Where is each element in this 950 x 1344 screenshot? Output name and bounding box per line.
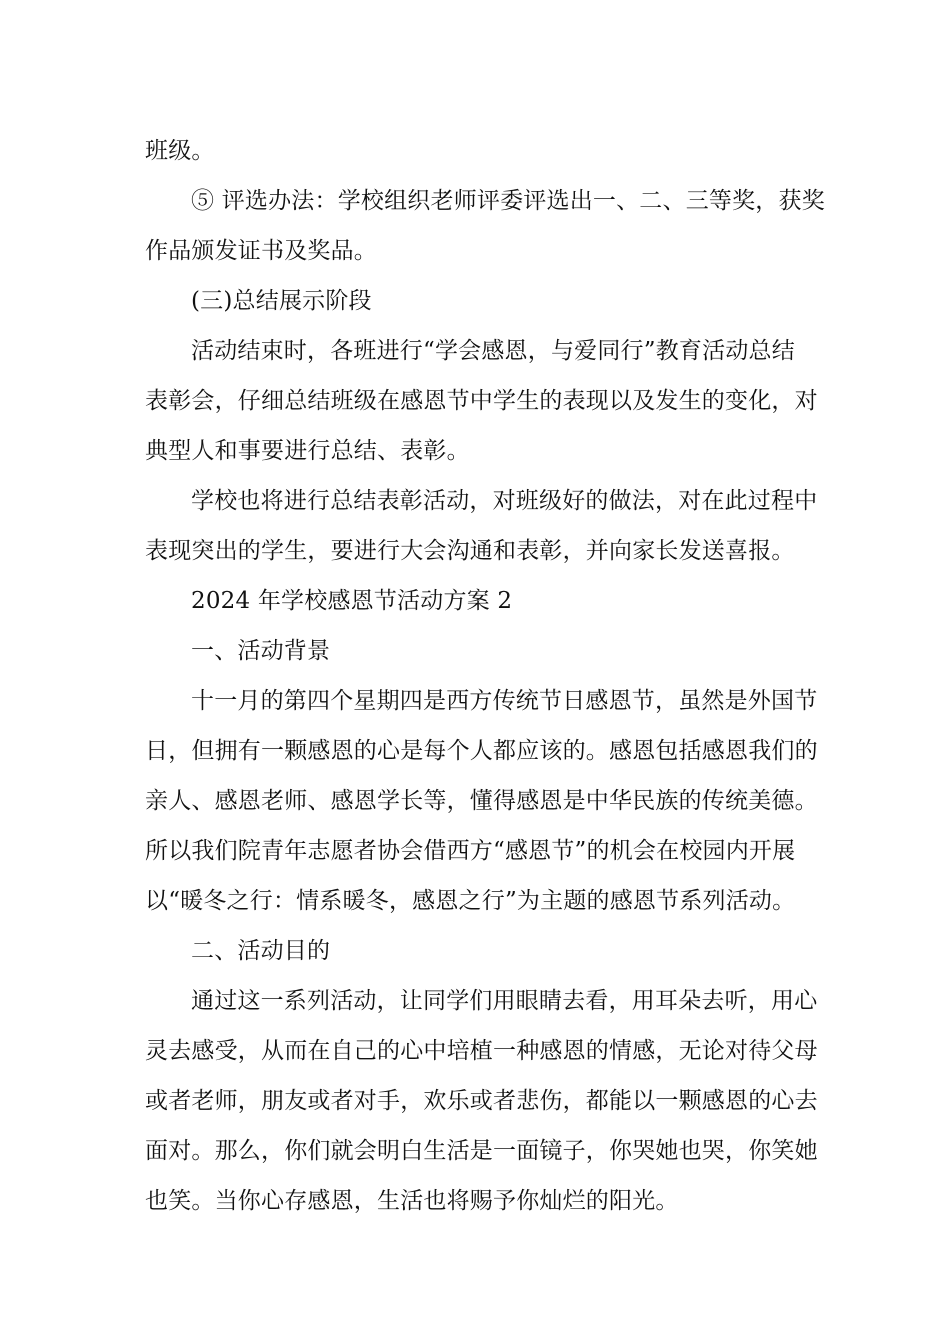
section-heading: 二、活动目的	[191, 938, 331, 964]
text-line: 通过这一系列活动，让同学们用眼睛去看，用耳朵去听，用心	[191, 988, 818, 1014]
text-line: ⑤ 评选办法：学校组织老师评委评选出一、二、三等奖，获奖	[191, 188, 825, 214]
text-line: 也笑。当你心存感恩，生活也将赐予你灿烂的阳光。	[145, 1188, 679, 1214]
text-line: 亲人、感恩老师、感恩学长等，懂得感恩是中华民族的传统美德。	[145, 788, 818, 814]
document-title: 2024 年学校感恩节活动方案 2	[191, 588, 513, 614]
section-heading: 一、活动背景	[191, 638, 331, 664]
text-line: 班级。	[145, 138, 215, 164]
text-line: 灵去感受，从而在自己的心中培植一种感恩的情感，无论对待父母	[145, 1038, 818, 1064]
text-line: 活动结束时，各班进行“学会感恩，与爱同行”教育活动总结	[191, 338, 795, 364]
text-line: 日，但拥有一颗感恩的心是每个人都应该的。感恩包括感恩我们的	[145, 738, 818, 764]
text-line: 作品颁发证书及奖品。	[145, 238, 377, 264]
text-line: 表现突出的学生，要进行大会沟通和表彰，并向家长发送喜报。	[145, 538, 795, 564]
text-line: 面对。那么，你们就会明白生活是一面镜子，你哭她也哭，你笑她	[145, 1138, 818, 1164]
text-line: 典型人和事要进行总结、表彰。	[145, 438, 470, 464]
text-line: 表彰会，仔细总结班级在感恩节中学生的表现以及发生的变化，对	[145, 388, 818, 414]
text-line: 十一月的第四个星期四是西方传统节日感恩节，虽然是外国节	[191, 688, 818, 714]
text-line: 或者老师，朋友或者对手，欢乐或者悲伤，都能以一颗感恩的心去	[145, 1088, 818, 1114]
text-line: 学校也将进行总结表彰活动，对班级好的做法，对在此过程中	[191, 488, 818, 514]
section-heading: (三)总结展示阶段	[191, 288, 372, 314]
text-line: 所以我们院青年志愿者协会借西方“感恩节”的机会在校园内开展	[145, 838, 796, 864]
text-line: 以“暖冬之行：情系暖冬，感恩之行”为主题的感恩节系列活动。	[145, 888, 796, 914]
